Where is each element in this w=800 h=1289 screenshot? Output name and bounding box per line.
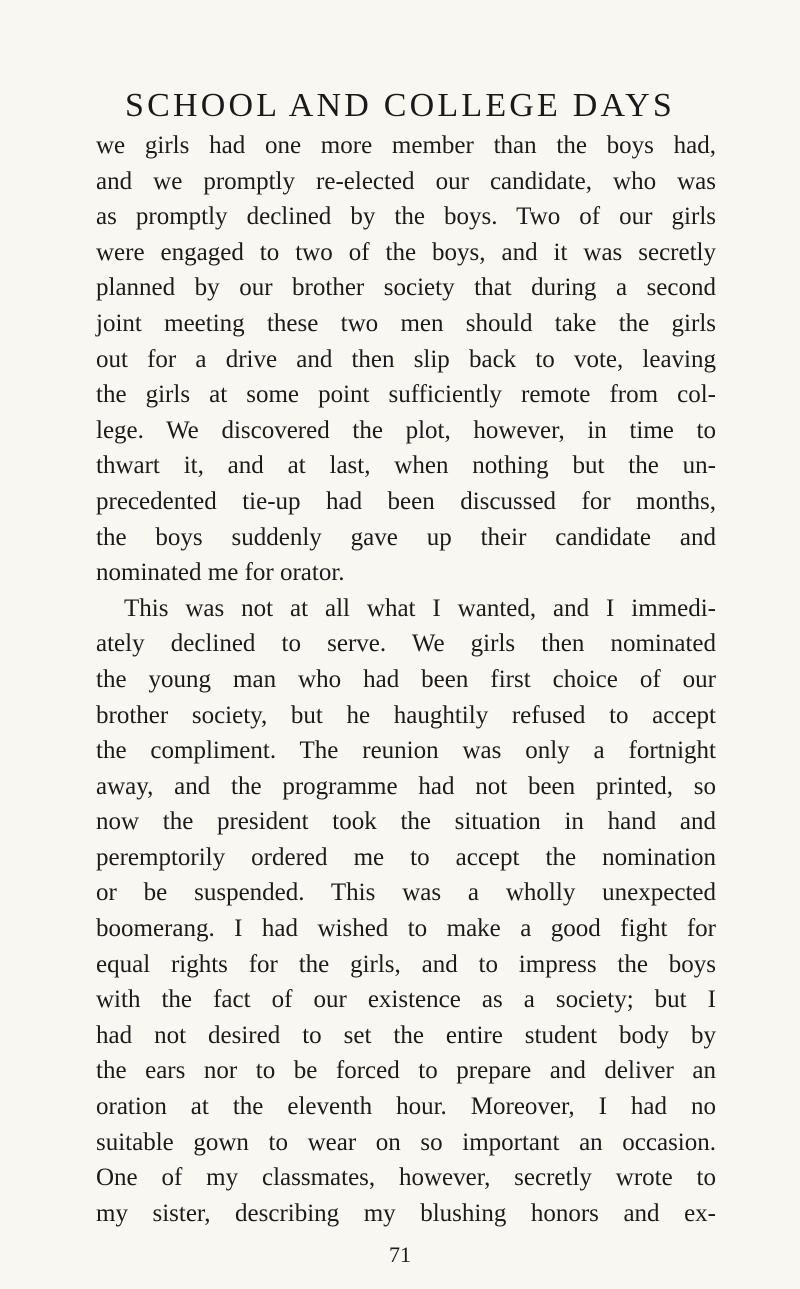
text-line: the ears nor to be forced to prepare and deliver an — [96, 1057, 716, 1085]
text-line: suitable gown to wear on so important an occasion. — [96, 1128, 716, 1156]
text-line: my sister, describing my blushing honors and ex- — [96, 1199, 716, 1227]
text-line: precedented tie-up had been discussed for months, — [96, 487, 716, 515]
text-line: away, and the programme had not been printed, so — [96, 772, 716, 800]
running-head: SCHOOL AND COLLEGE DAYS — [125, 87, 675, 124]
text-line: we girls had one more member than the boys had, — [96, 132, 716, 159]
text-line: as promptly declined by the boys. Two of our girls — [96, 203, 716, 231]
page-number: 71 — [389, 1242, 411, 1267]
text-line: brother society, but he haughtily refused to accept — [96, 701, 716, 729]
text-line: the boys suddenly gave up their candidate and — [96, 523, 716, 551]
text-line: the young man who had been first choice of our — [96, 665, 716, 693]
text-line: joint meeting these two men should take the girls — [96, 309, 716, 337]
text-line: the compliment. The reunion was only a fortnight — [96, 737, 716, 765]
text-line: thwart it, and at last, when nothing but the un- — [96, 452, 716, 480]
text-line: out for a drive and then slip back to vote, leaving — [96, 345, 716, 373]
text-line: the girls at some point sufficiently remote from col- — [96, 381, 716, 409]
text-line: were engaged to two of the boys, and it was secretly — [96, 238, 716, 266]
text-line: ately declined to serve. We girls then nominated — [96, 630, 716, 658]
text-line: and we promptly re-elected our candidate, who was — [96, 167, 716, 195]
text-line: now the president took the situation in hand and — [96, 808, 716, 836]
text-line: oration at the eleventh hour. Moreover, I had no — [96, 1093, 716, 1121]
text-line: One of my classmates, however, secretly wrote to — [96, 1164, 716, 1192]
text-line: had not desired to set the entire student body by — [96, 1021, 716, 1049]
text-line: equal rights for the girls, and to impress the boys — [96, 950, 716, 978]
text-line: lege. We discovered the plot, however, in time to — [96, 416, 716, 444]
text-line: nominated me for orator. — [96, 559, 345, 587]
text-line: This was not at all what I wanted, and I immedi- — [124, 594, 716, 622]
text-line: with the fact of our existence as a society; but I — [96, 986, 716, 1014]
text-line: planned by our brother society that during a second — [96, 274, 716, 302]
text-line: boomerang. I had wished to make a good fight for — [96, 915, 716, 943]
text-line: peremptorily ordered me to accept the nomination — [96, 843, 716, 871]
body-text — [96, 128, 716, 1231]
text-line: or be suspended. This was a wholly unexpected — [96, 879, 716, 907]
